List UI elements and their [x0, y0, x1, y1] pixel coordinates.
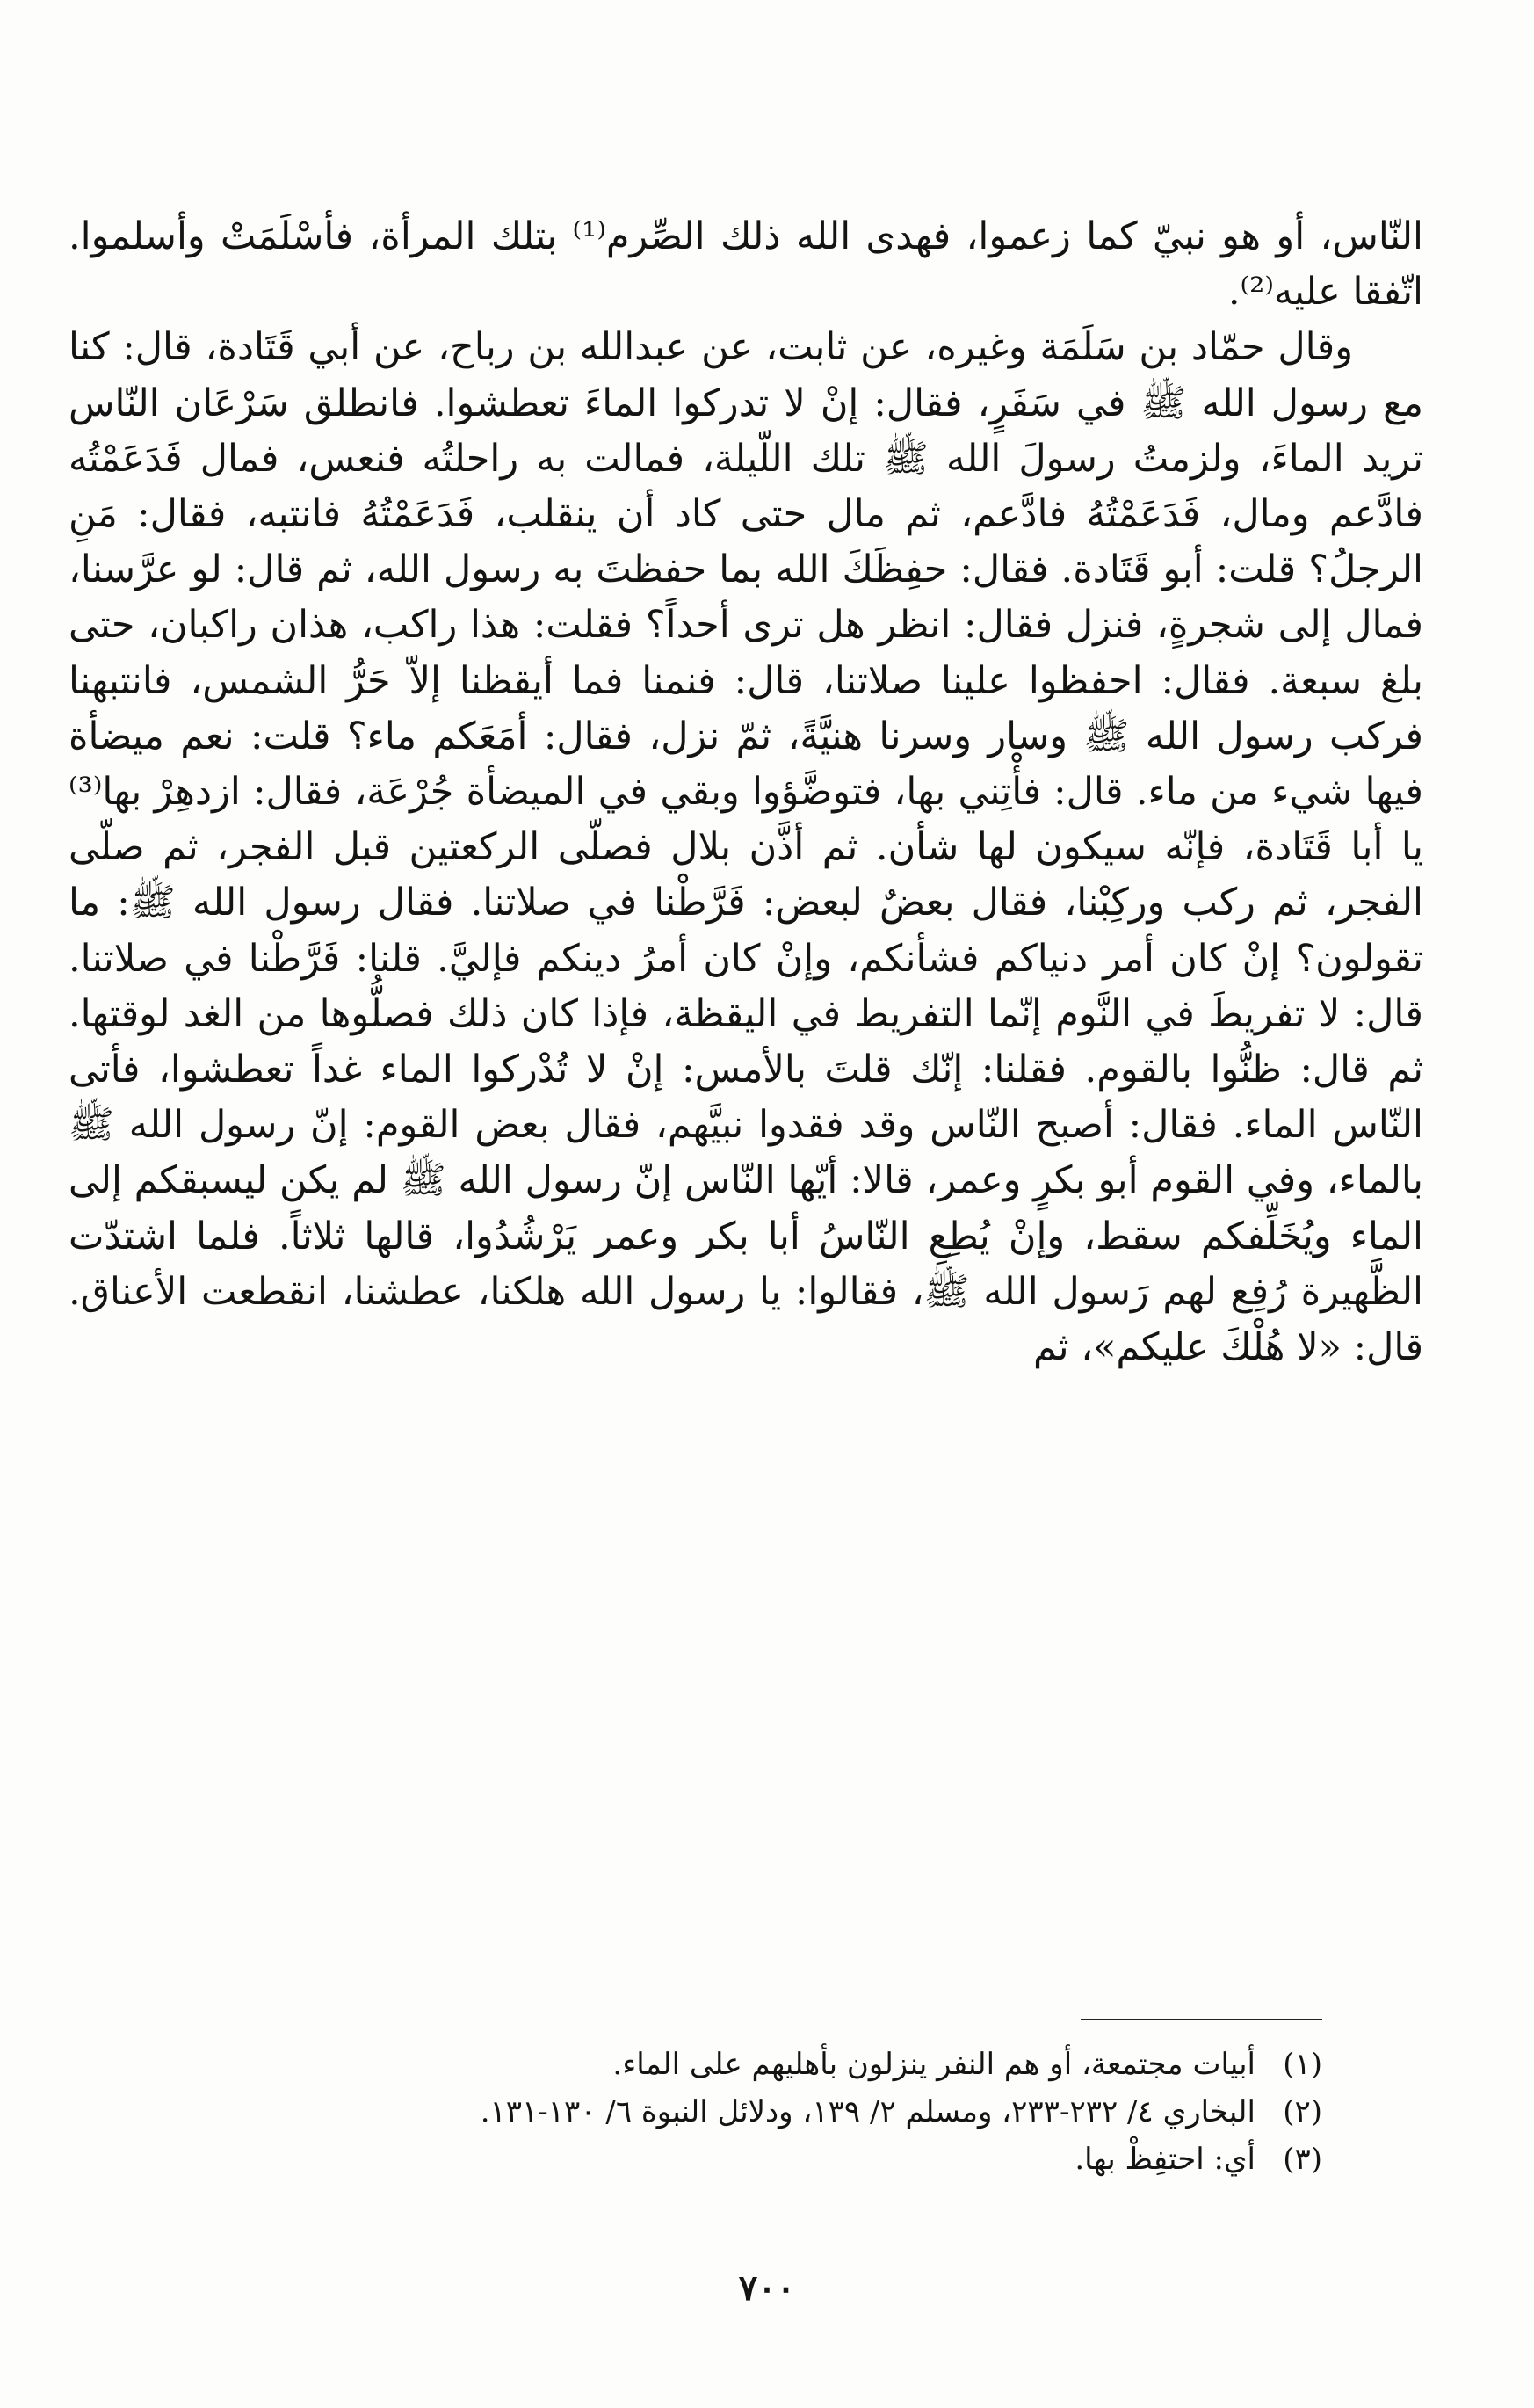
- paragraph-2: وقال حمّاد بن سَلَمَة وغيره، عن ثابت، عن عبدالله بن رباح، عن أبي قَتَادة، قال: كنا مع رسول الله ﷺ في سَفَرٍ، فقال: إنْ لا تدركوا الماءَ تعطشوا. فانطلق سَرْعَان النّاس تريد الماءَ، ولزمتُ رسولَ الله ﷺ تلك اللّيلة، فمالت به راحلتُه فنعس، فمال فَدَعَمْتُه فادَّعم ومال، فَدَعَمْتُهُ فادَّعم، ثم مال حتى كاد أن ينقلب، فَدَعَمْتُهُ فانتبه، فقال: مَنِ الرجلُ؟ قلت: أبو قَتَادة. فقال: حفِظَكَ الله بما حفظتَ به رسول الله، ثم قال: لو عرَّسنا، فمال إلى شجرةٍ، فنزل فقال: انظر هل ترى أحداً؟ فقلت: هذا راكب، هذان راكبان، حتى بلغ سبعة. فقال: احفظوا علينا صلاتنا، قال: فنمنا فما أيقظنا إلاّ حَرُّ الشمس، فانتبهنا فركب رسول الله ﷺ وسار وسرنا هنيَّةً، ثمّ نزل، فقال: أمَعَكم ماء؟ قلت: نعم ميضأة فيها شيء من ماء. قال: فأْتِني بها، فتوضَّؤوا وبقي في الميضأة جُرْعَة، فقال: ازدهِرْ بها⁽³⁾ يا أبا قَتَادة، فإنّه سيكون لها شأن. ثم أذَّن بلال فصلّى الركعتين قبل الفجر، ثم صلّى الفجر، ثم ركب وركِبْنا، فقال بعضٌ لبعض: فَرَّطْنا في صلاتنا. فقال رسول الله ﷺ: ما تقولون؟ إنْ كان أمر دنياكم فشأنكم، وإنْ كان أمرُ دينكم فإليَّ. قلنا: فَرَّطْنا في صلاتنا. قال: لا تفريطَ في النَّوم إنّما التفريط في اليقظة، فإذا كان ذلك فصلُّوها من الغد لوقتها. ثم قال: ظنُّوا بالقوم. فقلنا: إنّك قلتَ بالأمس: إنْ لا تُدْركوا الماء غداً تعطشوا، فأتى النّاس الماء. فقال: أصبح النّاس وقد فقدوا نبيَّهم، فقال بعض القوم: إنّ رسول الله ﷺ بالماء، وفي القوم أبو بكرٍ وعمر، قالا: أيّها النّاس إنّ رسول الله ﷺ لم يكن ليسبقكم إلى الماء ويُخَلِّفكم سقط، وإنْ يُطِعِ النّاسُ أبا بكر وعمر يَرْشُدُوا، قالها ثلاثاً. فلما اشتدّت الظَّهيرة رُفِع لهم رَسول الله ﷺ، فقالوا: يا رسول الله هلكنا، عطشنا، انقطعت الأعناق. قال: «لا هُلْكَ عليكم»، ثم: [69, 325, 1423, 1370]
- footnote-number: (٢): [1283, 2094, 1322, 2129]
- footnote-1: [176, 2041, 1322, 2088]
- footnote-text: أي: احتفِظْ بها.: [1075, 2142, 1255, 2177]
- footnote-text: البخاري ٤/ ٢٣٢-٢٣٣، ومسلم ٢/ ١٣٩، ودلائل النبوة ٦/ ١٣٠-١٣١.: [480, 2094, 1255, 2129]
- footnote-3: [176, 2136, 1322, 2183]
- page-number: ٧٠٠: [738, 2267, 796, 2309]
- footnote-number: (١): [1283, 2047, 1322, 2082]
- footnote-text: أبيات مجتمعة، أو هم النفر ينزلون بأهليهم على الماء.: [612, 2047, 1255, 2082]
- footnotes: [176, 2041, 1322, 2183]
- footnote-number: (٣): [1283, 2142, 1322, 2177]
- footnote-2: [176, 2088, 1322, 2136]
- paragraph-1: النّاس، أو هو نبيّ كما زعموا، فهدى الله ذلك الصِّرم⁽¹⁾ بتلك المرأة، فأسْلَمَتْ وأسلموا. اتّفقا عليه⁽²⁾.: [69, 214, 1424, 315]
- footnote-separator: [1081, 2019, 1322, 2020]
- main-text-block: [69, 209, 1423, 1375]
